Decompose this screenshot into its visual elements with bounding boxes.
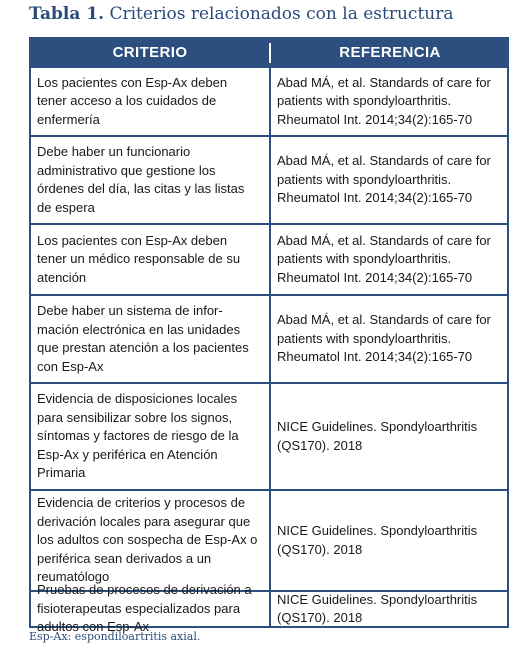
referencia-line: NICE Guidelines. Spondyloarthritis: [277, 419, 478, 434]
referencia-line: (QS170). 2018: [277, 541, 363, 557]
referencia-line: (QS170). 2018: [277, 437, 363, 453]
referencia-line: Rheumatol Int. 2014;34(2):165-70: [277, 269, 473, 285]
table-header: [31, 39, 507, 66]
referencia-line: Rheumatol Int. 2014;34(2):165-70: [277, 190, 473, 206]
table-row: [31, 137, 507, 223]
table-row: [31, 68, 507, 135]
criterio-line: administrativo que gestione los: [37, 162, 216, 178]
criterio-line: periférica sean derivados a un: [37, 550, 212, 566]
criterio-line: Esp-Ax y periférica en Atención: [37, 446, 218, 462]
referencia-text: [277, 152, 491, 208]
table-row: [31, 384, 507, 489]
referencia-text: [277, 522, 477, 559]
referencia-line: patients with spondyloarthritis.: [277, 251, 452, 267]
criterio-line: Debe haber un sistema de infor-: [37, 303, 223, 318]
criterio-line: Debe haber un funcionario: [37, 144, 191, 159]
table-row: [31, 582, 507, 635]
referencia-line: Rheumatol Int. 2014;34(2):165-70: [277, 111, 473, 127]
criterio-text: [37, 302, 249, 376]
referencia-line: NICE Guidelines. Spondyloarthritis: [277, 591, 478, 607]
table-title-label: Tabla 1.: [29, 4, 105, 24]
criterio-line: tener un médico responsable de su: [37, 251, 241, 267]
referencia-line: patients with spondyloarthritis.: [277, 330, 452, 346]
header-referencia: REFERENCIA: [339, 44, 441, 61]
cell-criterio: [31, 225, 269, 294]
criterio-text: [37, 390, 239, 483]
referencia-text: [277, 74, 491, 130]
criterio-line: adultos con Esp-Ax: [37, 619, 150, 635]
header-divider: [269, 43, 271, 63]
table-row: [31, 296, 507, 382]
cell-criterio: [31, 582, 269, 635]
referencia-line: Rheumatol Int. 2014;34(2):165-70: [277, 349, 473, 365]
header-criterio: CRITERIO: [112, 44, 188, 61]
referencia-line: patients with spondyloarthritis.: [277, 93, 452, 109]
criterio-text: [37, 581, 252, 637]
referencia-text: [277, 232, 491, 288]
cell-criterio: [31, 384, 269, 489]
criterio-line: de espera: [37, 199, 95, 215]
criterio-line: Pruebas de procesos de derivación a: [37, 582, 252, 598]
criterio-line: atención: [37, 269, 87, 285]
referencia-line: (QS170). 2018: [277, 610, 363, 625]
criterio-text: [37, 143, 244, 217]
table-footnote: Esp-Ax: espondiloartritis axial.: [29, 630, 201, 643]
cell-referencia: [271, 592, 507, 626]
table-title: [29, 4, 454, 24]
criterio-line: para sensibilizar sobre los signos,: [37, 409, 233, 425]
table-title-text: Criterios relacionados con la estructura: [109, 4, 454, 24]
referencia-line: Abad MÁ, et al. Standards of care for: [277, 74, 491, 90]
cell-referencia: [271, 491, 507, 590]
referencia-line: Abad MÁ, et al. Standards of care for: [277, 312, 491, 328]
referencia-text: [277, 591, 477, 628]
cell-criterio: [31, 137, 269, 223]
cell-criterio: [31, 491, 269, 590]
criterio-line: Primaria: [37, 465, 86, 481]
criteria-table: [29, 37, 509, 635]
table-row: [31, 491, 507, 590]
criterio-line: Los pacientes con Esp-Ax deben: [37, 232, 228, 248]
cell-referencia: [271, 137, 507, 223]
criterio-line: mación electrónica en las unidades: [37, 321, 241, 337]
criterio-line: que prestan atención a los pacientes: [37, 340, 249, 355]
criterio-line: órdenes del día, las citas y las listas: [37, 181, 245, 196]
criterio-line: derivación locales para asegurar que: [37, 513, 251, 529]
criterio-line: reumatólogo: [37, 569, 110, 585]
referencia-text: [277, 311, 491, 367]
criterio-line: Los pacientes con Esp-Ax deben: [37, 74, 228, 90]
table-row: [31, 225, 507, 294]
cell-criterio: [31, 296, 269, 382]
referencia-line: patients with spondyloarthritis.: [277, 171, 452, 187]
criterio-line: Evidencia de disposiciones locales: [37, 391, 238, 407]
criterio-text: [37, 74, 227, 130]
criterio-line: fisioterapeutas especializados para: [37, 600, 241, 616]
criterio-line: los adultos con sospecha de Esp-Ax o: [37, 532, 258, 548]
cell-referencia: [271, 225, 507, 294]
referencia-text: [277, 418, 477, 455]
criterio-line: síntomas y factores de riesgo de la: [37, 428, 239, 444]
criterio-line: tener acceso a los cuidados de: [37, 93, 217, 109]
criterio-text: [37, 232, 240, 288]
criterio-line: enfermería: [37, 111, 100, 127]
cell-referencia: [271, 384, 507, 489]
referencia-line: NICE Guidelines. Spondyloarthritis: [277, 523, 478, 538]
criterio-line: con Esp-Ax: [37, 358, 104, 374]
cell-referencia: [271, 296, 507, 382]
referencia-line: Abad MÁ, et al. Standards of care for: [277, 232, 491, 248]
referencia-line: Abad MÁ, et al. Standards of care for: [277, 153, 491, 169]
criterio-text: [37, 494, 257, 587]
criterio-line: Evidencia de criterios y procesos de: [37, 495, 246, 511]
cell-referencia: [271, 68, 507, 135]
cell-criterio: [31, 68, 269, 135]
